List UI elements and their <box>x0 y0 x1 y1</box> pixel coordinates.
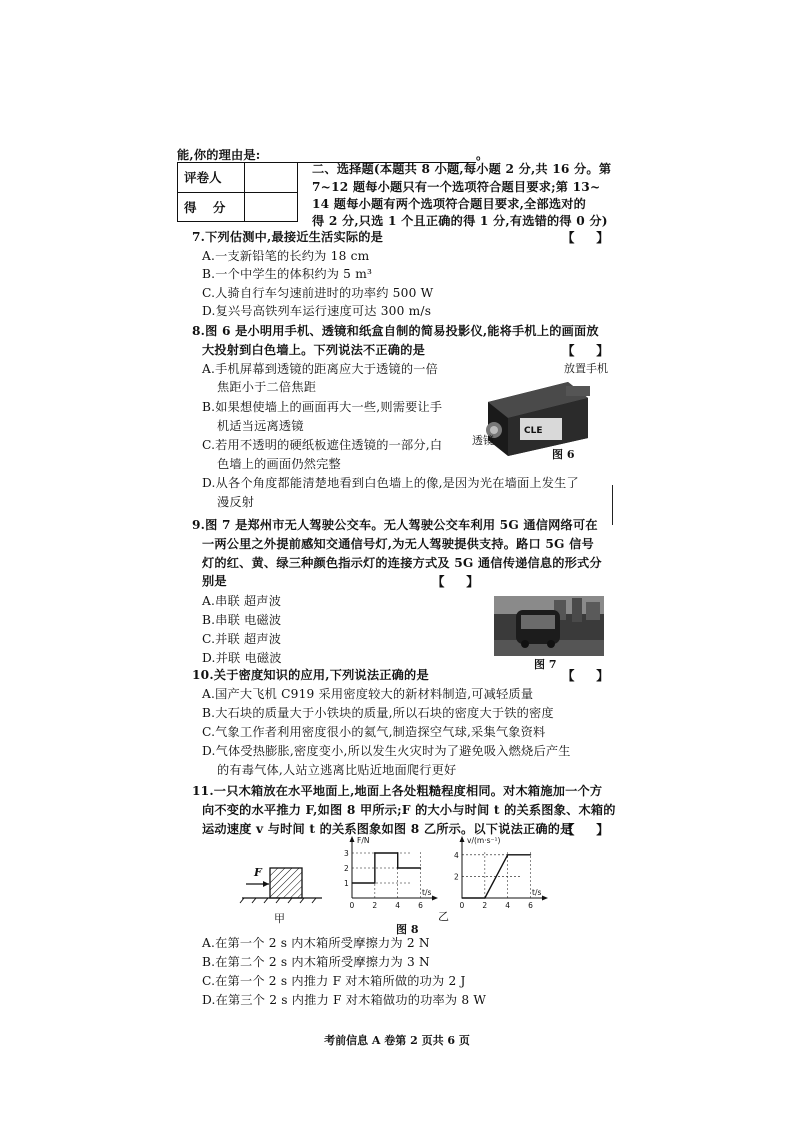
x-axis-label: t/s <box>532 888 542 897</box>
score-label: 得 分 <box>184 200 232 215</box>
q8-stem-line1: 8.图 6 是小明用手机、透镜和纸盒自制的简易投影仪,能将手机上的画面放 <box>192 324 599 338</box>
q9-answer-bracket: 【 】 <box>432 574 479 589</box>
q9-option-c: C.并联 超声波 <box>202 632 282 646</box>
series-line-1 <box>352 853 421 883</box>
x-tick-label: 2 <box>372 901 378 910</box>
x-axis-arrow <box>542 896 548 901</box>
fig6-caption: 图 6 <box>552 448 575 461</box>
q9-stem-line3: 灯的红、黄、绿三种颜色指示灯的连接方式及 5G 通信传递信息的形式分 <box>202 556 602 570</box>
data-point <box>397 852 398 853</box>
y-tick-label: 1 <box>344 879 349 888</box>
q8-option-d-line1: D.从各个角度都能清楚地看到白色墙上的像,是因为光在墙面上发生了 <box>202 476 579 490</box>
data-point <box>530 854 531 855</box>
q9-stem-line4: 别是 <box>202 574 227 588</box>
scan-margin-mark <box>612 485 613 525</box>
figure-8-jia <box>236 860 326 925</box>
q10-option-d-line1: D.气体受热膨胀,密度变小,所以发生火灾时为了避免吸入燃烧后产生 <box>202 744 571 758</box>
box-push-diagram <box>236 860 326 910</box>
fig8-caption: 图 8 <box>396 923 419 936</box>
svg-text:CLE: CLE <box>524 426 543 436</box>
q8-option-b-line1: B.如果想使墙上的画面再大一些,则需要让手 <box>202 400 443 414</box>
fig6-label-phone: 放置手机 <box>564 362 608 375</box>
q8-option-c-line1: C.若用不透明的硬纸板遮住透镜的一部分,白 <box>202 438 443 452</box>
section2-line3: 14 题每小题有两个选项符合题目要求,全部选对的 <box>312 197 586 211</box>
score-table <box>177 162 298 222</box>
data-point <box>374 882 375 883</box>
data-point <box>507 854 508 855</box>
q10-option-d-line2: 的有毒气体,人站立逃离比贴近地面爬行更好 <box>217 763 457 777</box>
data-point <box>484 897 485 898</box>
y-axis-arrow <box>350 836 355 842</box>
y-axis-label: F/N <box>357 836 370 845</box>
intro-end: 。 <box>476 148 489 162</box>
q7-option-b: B.一个中学生的体积约为 5 m³ <box>202 267 373 281</box>
q11-stem-line1: 11.一只木箱放在水平地面上,地面上各处粗糙程度相同。对木箱施加一个方 <box>192 784 603 798</box>
q11-stem-line3: 运动速度 v 与时间 t 的关系图象如图 8 乙所示。以下说法正确的是 <box>202 822 573 836</box>
q9-option-a: A.串联 超声波 <box>202 594 282 608</box>
q11-answer-bracket: 【 】 <box>562 822 609 837</box>
q10-stem: 10.关于密度知识的应用,下列说法正确的是 <box>192 668 429 682</box>
q8-option-a-line1: A.手机屏幕到透镜的距离应大于透镜的一倍 <box>202 362 439 376</box>
fig8-yi-label: 乙 <box>438 910 449 923</box>
q8-stem-line2: 大投射到白色墙上。下列说法不正确的是 <box>202 343 425 357</box>
q7-option-d: D.复兴号高铁列车运行速度可达 300 m/s <box>202 304 432 318</box>
q8-answer-bracket: 【 】 <box>562 343 609 358</box>
q7-stem: 7.下列估测中,最接近生活实际的是 <box>192 230 383 244</box>
force-time-chart <box>336 836 446 916</box>
fig7-caption: 图 7 <box>534 658 557 671</box>
x-tick-label: 4 <box>505 901 510 910</box>
driverless-bus-photo <box>494 596 604 656</box>
section2-line2: 7~12 题每小题只有一个选项符合题目要求;第 13~ <box>312 180 601 194</box>
x-tick-label: 0 <box>459 901 465 910</box>
y-tick-label: 4 <box>454 850 459 860</box>
q8-option-c-line2: 色墙上的画面仍然完整 <box>217 457 341 471</box>
x-axis-label: t/s <box>422 888 432 897</box>
data-point <box>374 852 375 853</box>
data-point <box>461 897 462 898</box>
score-row-grader <box>178 163 297 192</box>
q10-answer-bracket: 【 】 <box>562 668 609 683</box>
y-axis-arrow <box>460 836 465 842</box>
figure-7-bus <box>494 596 604 656</box>
q7-answer-bracket: 【 】 <box>562 230 609 245</box>
figure-6-projector <box>470 360 610 465</box>
x-tick-label: 2 <box>482 901 488 910</box>
q11-option-c: C.在第一个 2 s 内推力 F 对木箱所做的功为 2 J <box>202 974 466 988</box>
q10-option-a: A.国产大飞机 C919 采用密度较大的新材料制造,可减轻质量 <box>202 687 534 701</box>
q11-option-a: A.在第一个 2 s 内木箱所受摩擦力为 2 N <box>202 936 430 950</box>
section2-line4: 得 2 分,只选 1 个且正确的得 1 分,有选错的得 0 分) <box>312 214 608 228</box>
q9-stem-line1: 9.图 7 是郑州市无人驾驶公交车。无人驾驶公交车利用 5G 通信网络可在 <box>192 518 598 532</box>
x-tick-label: 0 <box>349 901 355 910</box>
y-tick-label: 2 <box>454 872 459 882</box>
force-label: F <box>254 866 262 879</box>
q10-option-b: B.大石块的质量大于小铁块的质量,所以石块的密度大于铁的密度 <box>202 706 554 720</box>
x-tick-label: 6 <box>418 901 423 910</box>
page-footer: 考前信息 A 卷第 2 页共 6 页 <box>324 1034 470 1047</box>
intro-line: 能,你的理由是: <box>177 148 261 162</box>
data-point <box>420 867 421 868</box>
score-table-divider <box>244 163 245 221</box>
q8-option-a-line2: 焦距小于二倍焦距 <box>217 380 317 394</box>
x-axis-arrow <box>432 896 438 901</box>
q11-stem-line2: 向不变的水平推力 F,如图 8 甲所示;F 的大小与时间 t 的关系图象、木箱的 <box>202 803 616 817</box>
data-point <box>351 882 352 883</box>
q8-option-b-line2: 机适当远离透镜 <box>217 419 304 433</box>
data-point <box>397 867 398 868</box>
q9-stem-line2: 一两公里之外提前感知交通信号灯,为无人驾驶提供支持。路口 5G 信号 <box>202 537 594 551</box>
q10-option-c: C.气象工作者利用密度很小的氦气,制造探空气球,采集气象资料 <box>202 725 546 739</box>
q11-option-b: B.在第二个 2 s 内木箱所受摩擦力为 3 N <box>202 955 430 969</box>
section2-line1: 二、选择题(本题共 8 小题,每小题 2 分,共 16 分。第 <box>312 162 612 176</box>
series-line-1 <box>462 855 531 898</box>
fig6-label-lens: 透镜 <box>472 434 494 447</box>
q7-option-c: C.人骑自行车匀速前进时的功率约 500 W <box>202 286 434 300</box>
q9-option-b: B.串联 电磁波 <box>202 613 282 627</box>
y-tick-label: 2 <box>344 864 349 873</box>
x-tick-label: 4 <box>395 901 400 910</box>
q9-option-d: D.并联 电磁波 <box>202 651 282 665</box>
q7-option-a: A.一支新铅笔的长约为 18 cm <box>202 249 370 263</box>
x-tick-label: 6 <box>528 901 533 910</box>
grader-label: 评卷人 <box>184 170 222 185</box>
y-axis-label: v/(m·s⁻¹) <box>467 836 501 845</box>
fig8-jia-label: 甲 <box>274 912 285 925</box>
velocity-time-chart <box>446 836 556 916</box>
q8-option-d-line2: 漫反射 <box>217 495 255 509</box>
score-row-score <box>178 192 297 222</box>
y-tick-label: 3 <box>344 849 349 858</box>
q11-option-d: D.在第三个 2 s 内推力 F 对木箱做功的功率为 8 W <box>202 993 487 1007</box>
